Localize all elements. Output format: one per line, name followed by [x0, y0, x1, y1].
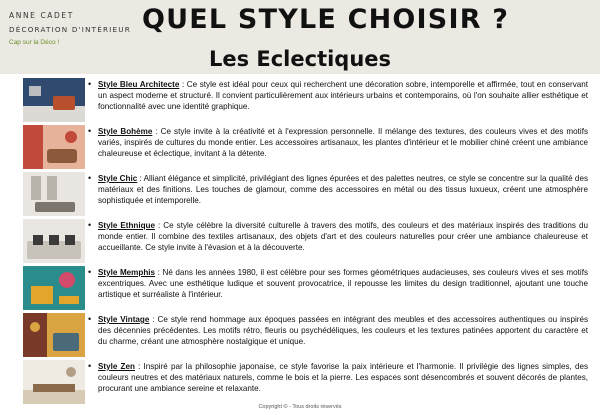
style-name: Style Zen	[98, 362, 135, 371]
header	[0, 0, 600, 74]
style-name: Style Chic	[98, 174, 138, 183]
style-row-chic	[0, 172, 600, 216]
bullet-icon: •	[88, 173, 92, 183]
bullet-icon: •	[88, 79, 92, 89]
style-description	[88, 220, 588, 254]
style-name: Style Ethnique	[98, 221, 155, 230]
style-name: Style Bleu Architecte	[98, 80, 180, 89]
style-description	[88, 267, 588, 301]
bullet-icon: •	[88, 220, 92, 230]
style-description	[88, 361, 588, 395]
bullet-icon: •	[88, 126, 92, 136]
style-description	[88, 79, 588, 113]
style-description	[88, 314, 588, 348]
style-thumbnail	[23, 219, 85, 263]
style-description	[88, 173, 588, 207]
style-text: : Ce style célèbre la diversité culturelle à travers des motifs, des couleurs et des matériaux inspirés des traditions du monde entier. Il combine des textiles artisanaux, des objets d'art et des couleurs naturelles pour créer une ambiance chaleureuse et accueillante. Ce style invite à l'évasion et à la découverte.	[98, 221, 589, 253]
style-thumbnail	[23, 266, 85, 310]
style-row-boheme	[0, 125, 600, 169]
style-name: Style Bohème	[98, 127, 153, 136]
style-row-bleu-architecte	[0, 78, 600, 122]
style-name: Style Memphis	[98, 268, 156, 277]
bullet-icon: •	[88, 314, 92, 324]
style-row-zen	[0, 360, 600, 404]
bullet-icon: •	[88, 267, 92, 277]
style-text: : Inspiré par la philosophie japonaise, ce style favorise la paix intérieure et l'harmonie. Il privilégie des lignes simples, des couleurs neutres et des matériaux naturels, comme le bois et la pierre. Les espaces sont désencombrés et souvent décorés de plantes, procurant une ambiance sereine et relaxante.	[98, 362, 588, 394]
brand-name: ANNE CADET	[9, 11, 74, 20]
page-subtitle: Les Eclectiques	[208, 47, 392, 71]
style-text: : Alliant élégance et simplicité, privilégiant des lignes épurées et des palettes neutres, ce style se concentre sur la qualité des matériaux et des finitions. Les touches de glamour, comme des accessoires en métal ou des tissus luxueux, créent une atmosphère sophistiquée et intemporelle.	[98, 174, 588, 206]
style-text: : Ce style invite à la créativité et à l'expression personnelle. Il mélange des textures, des couleurs vives et des motifs variés, inspirés de cultures du monde entier. Les accessoires artisanaux, les plantes d'intérieur et le mobilier chiné créent une ambiance chaleureuse et éclectique, invitant à la détente.	[98, 127, 588, 159]
brand-subtitle: DÉCORATION D'INTÉRIEUR	[9, 25, 131, 34]
style-text: : Ce style rend hommage aux époques passées en intégrant des meubles et des accessoires authentiques ou inspirés des décennies précédentes. Les motifs rétro, fleuris ou psychédéliques, les couleurs et les textures patinées apportent du caractère et du charme, créant une atmosphère nostalgique et unique.	[98, 315, 589, 347]
brand-tagline: Cap sur la Déco !	[9, 39, 60, 46]
style-description	[88, 126, 588, 160]
bullet-icon: •	[88, 361, 92, 371]
style-thumbnail	[23, 360, 85, 404]
style-row-ethnique	[0, 219, 600, 263]
style-thumbnail	[23, 313, 85, 357]
style-thumbnail	[23, 172, 85, 216]
style-thumbnail	[23, 78, 85, 122]
style-text: : Né dans les années 1980, il est célèbre pour ses formes géométriques audacieuses, ses couleurs vives et ses motifs excentriques. Avec une esthétique ludique et souvent provocatrice, il repousse les limites du design traditionnel, ajoutant une touche artistique et surréaliste à l'intérieur.	[98, 268, 588, 300]
style-thumbnail	[23, 125, 85, 169]
style-row-vintage	[0, 313, 600, 357]
style-row-memphis	[0, 266, 600, 310]
style-text: : Ce style est idéal pour ceux qui recherchent une décoration sobre, intemporelle et affirmée, tout en conservant un aspect moderne et structuré. Il convient particulièrement aux intérieurs urbains et contemporains, où l'on souhaite allier esthétique et fonctionnalité avec une identité graphique.	[98, 80, 588, 112]
page-title: QUEL STYLE CHOISIR ?	[142, 4, 510, 35]
footer-copyright: Copyright © - Tous droits réservés	[258, 404, 342, 410]
style-name: Style Vintage	[98, 315, 150, 324]
